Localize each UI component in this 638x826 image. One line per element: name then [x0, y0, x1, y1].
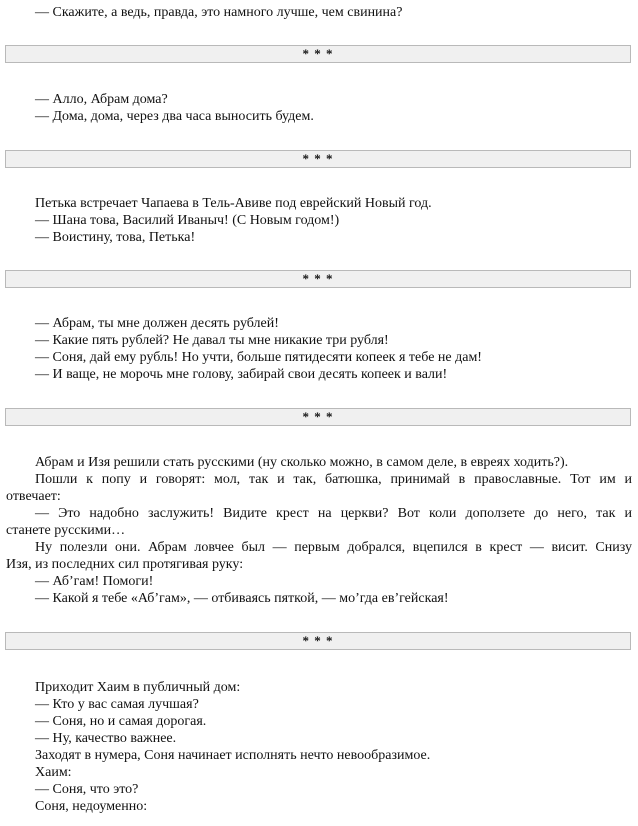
text-line: — Это надобно заслужить! Видите крест на церкви? Вот коли доползете до него, так и: [35, 506, 632, 521]
separator: * * *: [5, 270, 631, 288]
text-line: — Какой я тебе «Аб’гам», — отбиваясь пяткой, — мо’гда ев’гейская!: [35, 591, 449, 606]
text-line: отвечает:: [6, 489, 61, 504]
text-line: — Шана това, Василий Иваныч! (С Новым годом!): [35, 213, 340, 228]
text-line: Петька встречает Чапаева в Тель-Авиве под еврейский Новый год.: [35, 196, 432, 211]
text-line: — И ваще, не морочь мне голову, забирай свои десять копеек и вали!: [35, 367, 448, 382]
text-line: Соня, недоуменно:: [35, 799, 148, 814]
text-line: — Скажите, а ведь, правда, это намного лучше, чем свинина?: [35, 5, 403, 20]
joke-3: [6, 315, 632, 383]
text-line: Абрам и Изя решили стать русскими (ну сколько можно, в самом деле, в евреях ходить?).: [35, 455, 569, 470]
text-line: — Алло, Абрам дома?: [35, 92, 168, 107]
joke-1: [6, 91, 632, 125]
text-line: Приходит Хаим в публичный дом:: [35, 680, 241, 695]
text-line: — Ну, качество важнее.: [35, 731, 177, 746]
text-line: — Абрам, ты мне должен десять рублей!: [35, 316, 279, 331]
text-line: Изя, из последних сил протягивая руку:: [6, 557, 244, 572]
text-line: — Воистину, това, Петька!: [35, 230, 196, 245]
separator: * * *: [5, 632, 631, 650]
text-line: — Какие пять рублей? Не давал ты мне никакие три рубля!: [35, 333, 389, 348]
joke-4: [6, 454, 632, 607]
text-line: — Аб’гам! Помоги!: [35, 574, 154, 589]
joke-2: [6, 195, 632, 246]
text-line: Заходят в нумера, Соня начинает исполнять нечто невообразимое.: [35, 748, 431, 763]
text-line: Хаим:: [35, 765, 72, 780]
joke-0: [6, 4, 632, 21]
text-line: — Соня, дай ему рубль! Но учти, больше пятидесяти копеек я тебе не дам!: [35, 350, 482, 365]
separator: * * *: [5, 45, 631, 63]
text-line: — Соня, но и самая дорогая.: [35, 714, 207, 729]
text-line: — Дома, дома, через два часа выносить будем.: [35, 109, 314, 124]
separator: * * *: [5, 408, 631, 426]
text-line: — Кто у вас самая лучшая?: [35, 697, 199, 712]
text-line: Ну полезли они. Абрам ловчее был — первым добрался, вцепился в крест — висит. Снизу: [35, 540, 632, 555]
text-line: — Соня, что это?: [35, 782, 139, 797]
text-line: станете русскими…: [6, 523, 126, 538]
joke-5: [6, 679, 632, 815]
separator: * * *: [5, 150, 631, 168]
text-line: Пошли к попу и говорят: мол, так и так, батюшка, принимай в православные. Тот им и: [35, 472, 632, 487]
